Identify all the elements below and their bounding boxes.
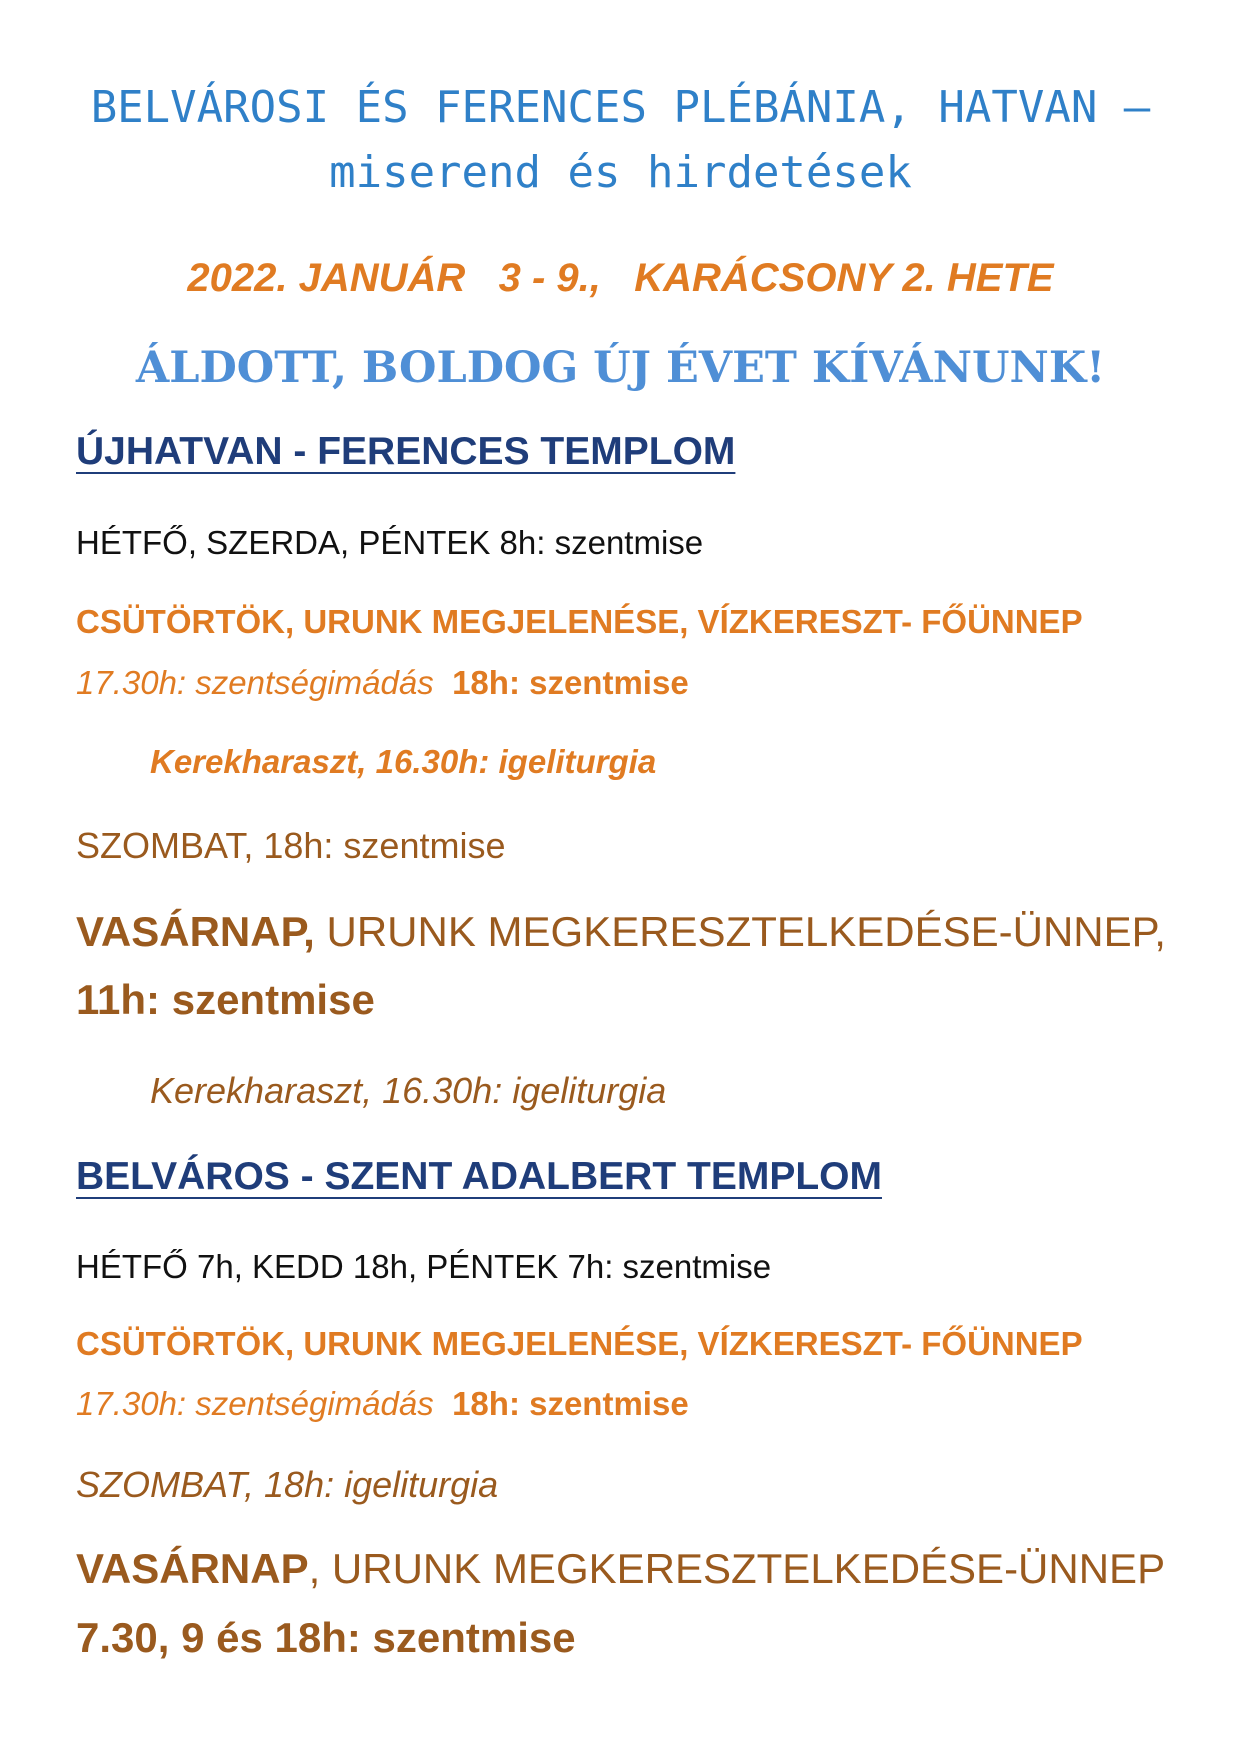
sunday-extra-kerekharaszt: Kerekharaszt, 16.30h: igeliturgia bbox=[150, 1070, 667, 1111]
thursday-schedule bbox=[76, 1385, 689, 1423]
saturday-schedule: SZOMBAT, 18h: szentmise bbox=[76, 825, 506, 866]
thursday-adoration: 17.30h: szentségimádás bbox=[76, 1385, 434, 1422]
thursday-mass: 18h: szentmise bbox=[452, 664, 689, 701]
thursday-extra-kerekharaszt: Kerekharaszt, 16.30h: igeliturgia bbox=[150, 743, 657, 780]
sunday-feast: , URUNK MEGKERESZTELKEDÉSE-ÜNNEP bbox=[308, 1545, 1166, 1592]
week-date-line: 2022. JANUÁR 3 - 9., KARÁCSONY 2. HETE bbox=[187, 256, 1054, 300]
weekday-schedule: HÉTFŐ 7h, KEDD 18h, PÉNTEK 7h: szentmise bbox=[76, 1248, 772, 1285]
parish-title: BELVÁROSI ÉS FERENCES PLÉBÁNIA, HATVAN – bbox=[90, 82, 1151, 133]
section-heading-ujhatvan: ÚJHATVAN - FERENCES TEMPLOM bbox=[76, 430, 736, 473]
thursday-mass: 18h: szentmise bbox=[452, 1385, 689, 1422]
parish-subtitle: miserend és hirdetések bbox=[329, 147, 912, 198]
sunday-day: VASÁRNAP bbox=[76, 1545, 309, 1592]
thursday-adoration: 17.30h: szentségimádás bbox=[76, 664, 434, 701]
thursday-schedule bbox=[76, 664, 689, 702]
saturday-schedule: SZOMBAT, 18h: igeliturgia bbox=[76, 1464, 499, 1505]
sunday-feast-line bbox=[76, 908, 1166, 956]
section-heading-belvaros: BELVÁROS - SZENT ADALBERT TEMPLOM bbox=[76, 1155, 882, 1198]
sunday-feast: URUNK MEGKERESZTELKEDÉSE-ÜNNEP, bbox=[314, 908, 1166, 955]
sunday-day: VASÁRNAP, bbox=[76, 908, 315, 955]
thursday-feast-title: CSÜTÖRTÖK, URUNK MEGJELENÉSE, VÍZKERESZT- FŐÜNNEP bbox=[76, 603, 1083, 640]
new-year-wish: ÁLDOTT, BOLDOG ÚJ ÉVET KÍVÁNUNK! bbox=[135, 343, 1106, 393]
thursday-feast-title: CSÜTÖRTÖK, URUNK MEGJELENÉSE, VÍZKERESZT- FŐÜNNEP bbox=[76, 1325, 1083, 1362]
sunday-feast-line bbox=[76, 1545, 1165, 1593]
sunday-times: 7.30, 9 és 18h: szentmise bbox=[76, 1614, 576, 1661]
sunday-times: 11h: szentmise bbox=[76, 976, 375, 1023]
weekday-schedule: HÉTFŐ, SZERDA, PÉNTEK 8h: szentmise bbox=[76, 524, 704, 561]
